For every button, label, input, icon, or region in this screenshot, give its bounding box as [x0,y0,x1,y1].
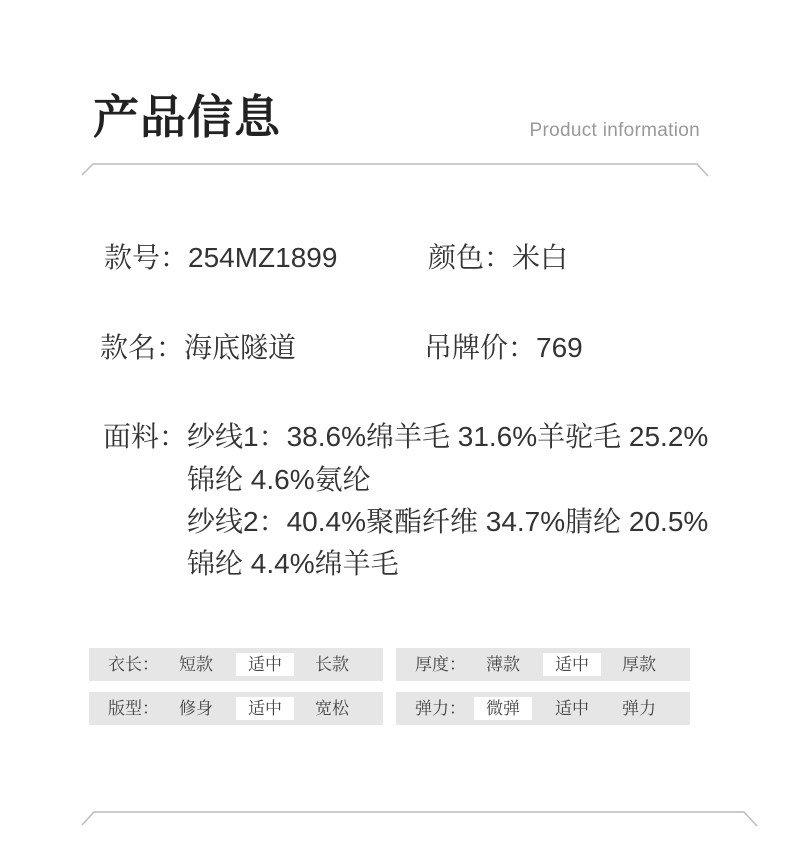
attr-option: 长款 [315,655,349,674]
style-name-label: 款名： [100,332,185,363]
attr-option: 适中 [543,653,601,676]
style-name-value: 海底隧道 [184,332,297,363]
color-value: 米白 [512,242,569,273]
fabric-label: 面料： [103,421,188,452]
tag-price-value: 769 [536,332,583,363]
attr-option: 适中 [555,699,589,718]
attr-option: 宽松 [315,699,349,718]
attr-label: 衣长： [108,655,159,674]
style-no-value: 254MZ1899 [188,242,338,273]
bottom-divider [82,812,757,826]
attr-label: 版型： [108,699,159,718]
attr-panel-length [89,648,383,681]
attr-option: 适中 [236,653,294,676]
attr-option: 厚款 [622,655,656,674]
style-no-label: 款号： [104,242,189,273]
attr-option: 微弹 [474,697,532,720]
page-title: 产品信息 [93,91,281,143]
color-label: 颜色： [428,242,513,273]
attr-option: 短款 [179,655,213,674]
fabric-line: 纱线2：40.4%聚酯纤维 34.7%腈纶 20.5% [187,506,709,537]
attr-option: 修身 [179,699,213,718]
attr-label: 弹力： [415,699,466,718]
fabric-line: 纱线1：38.6%绵羊毛 31.6%羊驼毛 25.2% [187,421,709,452]
top-divider [82,164,708,176]
attr-label: 厚度： [415,655,466,674]
fabric-line: 锦纶 4.4%绵羊毛 [187,548,399,579]
tag-price-label: 吊牌价： [424,332,537,363]
attr-panel-fit [89,692,383,725]
attr-option: 薄款 [486,655,520,674]
fabric-line: 锦纶 4.6%氨纶 [187,464,371,495]
attr-option: 弹力 [622,699,656,718]
page-subtitle: Product information [529,120,700,141]
attr-panel-thickness [396,648,690,681]
attr-option: 适中 [236,697,294,720]
attr-panel-elasticity [396,692,690,725]
